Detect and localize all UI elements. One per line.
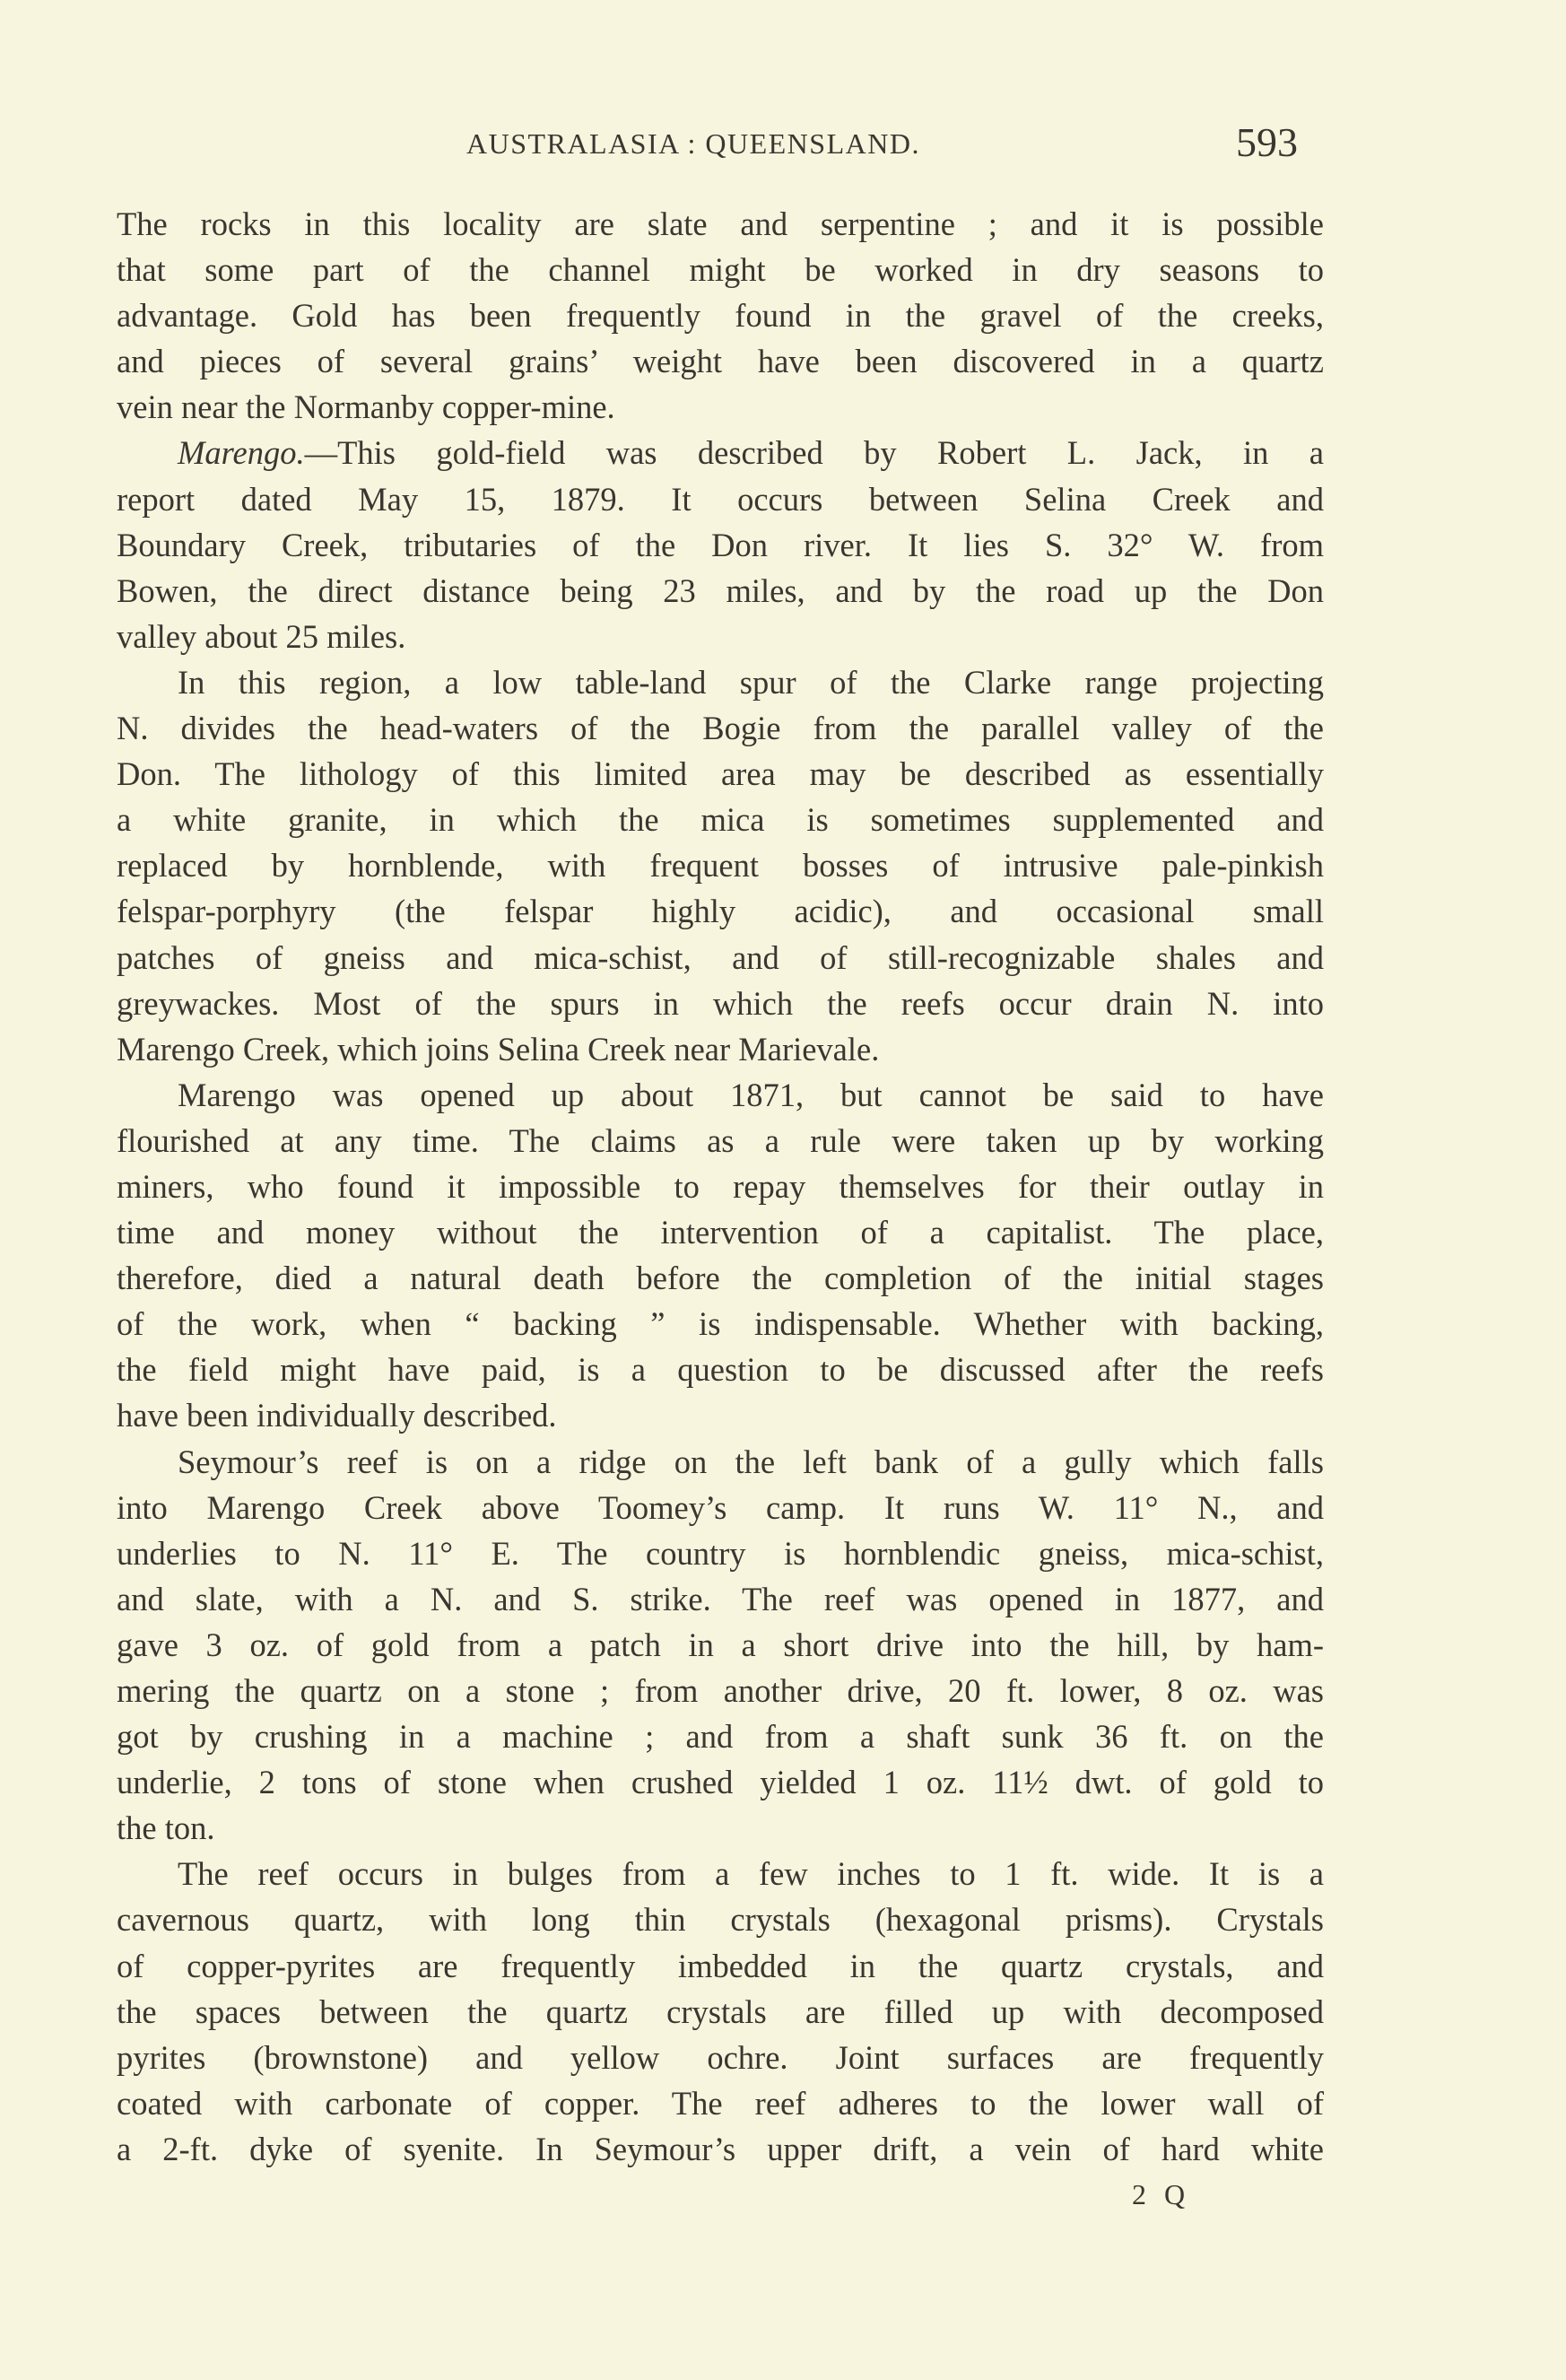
- line-text: pyrites (brownstone) and yellow ochre. Joint surfaces are frequently: [117, 2038, 1324, 2076]
- line-text: underlie, 2 tons of stone when crushed yielded 1 oz. 11½ dwt. of gold to: [117, 1764, 1324, 1801]
- line-text: gave 3 oz. of gold from a patch in a short drive into the hill, by ham-: [117, 1626, 1324, 1663]
- line-text: In this region, a low table-land spur of the Clarke range projecting: [178, 663, 1324, 701]
- line-text: the spaces between the quartz crystals are filled up with decomposed: [117, 1992, 1324, 2030]
- line-text: mering the quartz on a stone ; from another drive, 20 ft. lower, 8 oz. was: [117, 1672, 1324, 1709]
- text-line: [117, 888, 1324, 934]
- line-text: The reef occurs in bulges from a few inches to 1 ft. wide. It is a: [178, 1855, 1324, 1893]
- text-line: [117, 705, 1324, 751]
- line-text: Boundary Creek, tributaries of the Don river. It lies S. 32° W. from: [117, 526, 1324, 563]
- line-text: cavernous quartz, with long thin crystals (hexagonal prisms). Crystals: [117, 1901, 1324, 1939]
- text-line: [117, 751, 1324, 797]
- text-line: [117, 568, 1324, 614]
- text-line: [117, 201, 1324, 247]
- line-text: report dated May 15, 1879. It occurs between Selina Creek and: [117, 480, 1324, 518]
- text-line: [117, 1576, 1324, 1622]
- line-text: greywackes. Most of the spurs in which the reefs occur drain N. into: [117, 984, 1324, 1022]
- text-line: [117, 1530, 1324, 1576]
- text-line: [117, 797, 1324, 842]
- text-line: [117, 1485, 1324, 1530]
- text-line: [117, 1759, 1324, 1805]
- text-line: [117, 338, 1324, 384]
- line-text: got by crushing in a machine ; and from a shaft sunk 36 ft. on the: [117, 1718, 1324, 1756]
- text-line: [117, 1347, 1324, 1392]
- line-text: vein near the Normanby copper-mine.: [117, 388, 615, 426]
- line-text: and slate, with a N. and S. strike. The reef was opened in 1877, and: [117, 1580, 1324, 1617]
- text-line: [117, 1989, 1324, 2035]
- text-line: [117, 935, 1324, 981]
- line-text: a white granite, in which the mica is sometimes supplemented and: [117, 801, 1324, 839]
- line-text: therefore, died a natural death before the completion of the initial stages: [117, 1260, 1324, 1297]
- text-line: [117, 1805, 1324, 1851]
- text-line: [117, 247, 1324, 292]
- text-line: [117, 1851, 1324, 1896]
- text-line: [117, 1943, 1324, 1989]
- line-text: Marengo was opened up about 1871, but cannot be said to have: [178, 1076, 1324, 1113]
- text-line: [117, 1255, 1324, 1301]
- text-line: [117, 292, 1324, 338]
- line-text: replaced by hornblende, with frequent bosses of intrusive pale-pinkish: [117, 847, 1324, 885]
- line-text: advantage. Gold has been frequently found in the gravel of the creeks,: [117, 297, 1324, 335]
- line-text: coated with carbonate of copper. The reef adheres to the lower wall of: [117, 2084, 1324, 2122]
- line-text: Bowen, the direct distance being 23 miles, and by the road up the Don: [117, 571, 1324, 609]
- text-line: [117, 2080, 1324, 2126]
- line-text: felspar-porphyry (the felspar highly acidic), and occasional small: [117, 893, 1324, 930]
- line-text: have been individually described.: [117, 1397, 557, 1434]
- line-text: The rocks in this locality are slate and serpentine ; and it is possible: [117, 205, 1324, 242]
- text-line: [117, 1026, 1324, 1072]
- text-line: [117, 1622, 1324, 1668]
- page-number: 593: [1236, 119, 1298, 165]
- text-line: [117, 981, 1324, 1026]
- line-text: time and money without the intervention of a capitalist. The place,: [117, 1214, 1324, 1251]
- line-text: into Marengo Creek above Toomey’s camp. It runs W. 11° N., and: [117, 1488, 1324, 1526]
- text-line: [117, 659, 1324, 705]
- text-line: [117, 1713, 1324, 1759]
- text-line: [117, 1668, 1324, 1713]
- running-title: AUSTRALASIA : QUEENSLAND.: [466, 127, 920, 160]
- text-line: [117, 1209, 1324, 1255]
- line-text: of the work, when “ backing ” is indispensable. Whether with backing,: [117, 1305, 1324, 1343]
- line-text: a 2-ft. dyke of syenite. In Seymour’s upper drift, a vein of hard white: [117, 2130, 1324, 2167]
- text-line: [117, 1301, 1324, 1347]
- text-line: [117, 522, 1324, 568]
- line-text: and pieces of several grains’ weight have been discovered in a quartz: [117, 343, 1324, 380]
- text-line: [117, 1118, 1324, 1164]
- text-line: [117, 1072, 1324, 1118]
- line-text: valley about 25 miles.: [117, 617, 406, 655]
- text-line: [117, 614, 1324, 659]
- line-text: the field might have paid, is a question to be discussed after the reefs: [117, 1351, 1324, 1389]
- text-line: [117, 1392, 1324, 1438]
- text-line: [117, 1439, 1324, 1485]
- line-text: N. divides the head-waters of the Bogie from the parallel valley of the: [117, 710, 1324, 747]
- body-text: [117, 201, 1324, 2172]
- signature-mark: 2 Q: [1132, 2178, 1191, 2210]
- text-line: [117, 1164, 1324, 1209]
- line-text: —This gold-field was described by Robert L. Jack, in a: [304, 434, 1324, 472]
- line-text: the ton.: [117, 1809, 215, 1847]
- line-text: of copper-pyrites are frequently imbedded in the quartz crystals, and: [117, 1947, 1324, 1984]
- text-line: [117, 430, 1324, 475]
- line-text: Seymour’s reef is on a ridge on the left bank of a gully which falls: [178, 1443, 1324, 1480]
- text-line: [117, 476, 1324, 522]
- text-line: [117, 1896, 1324, 1942]
- line-text: patches of gneiss and mica-schist, and of still-recognizable shales and: [117, 938, 1324, 976]
- line-text: Don. The lithology of this limited area may be described as essentially: [117, 755, 1324, 793]
- text-line: [117, 2035, 1324, 2080]
- text-line: [117, 2126, 1324, 2172]
- line-text: miners, who found it impossible to repay themselves for their outlay in: [117, 1167, 1324, 1205]
- line-text: Marengo Creek, which joins Selina Creek near Marievale.: [117, 1030, 880, 1068]
- text-line: [117, 842, 1324, 888]
- section-title: Marengo.: [178, 434, 305, 472]
- line-text: flourished at any time. The claims as a rule were taken up by working: [117, 1121, 1324, 1159]
- line-text: that some part of the channel might be worked in dry seasons to: [117, 251, 1324, 289]
- line-text: underlies to N. 11° E. The country is hornblendic gneiss, mica-schist,: [117, 1534, 1324, 1572]
- text-line: [117, 384, 1324, 430]
